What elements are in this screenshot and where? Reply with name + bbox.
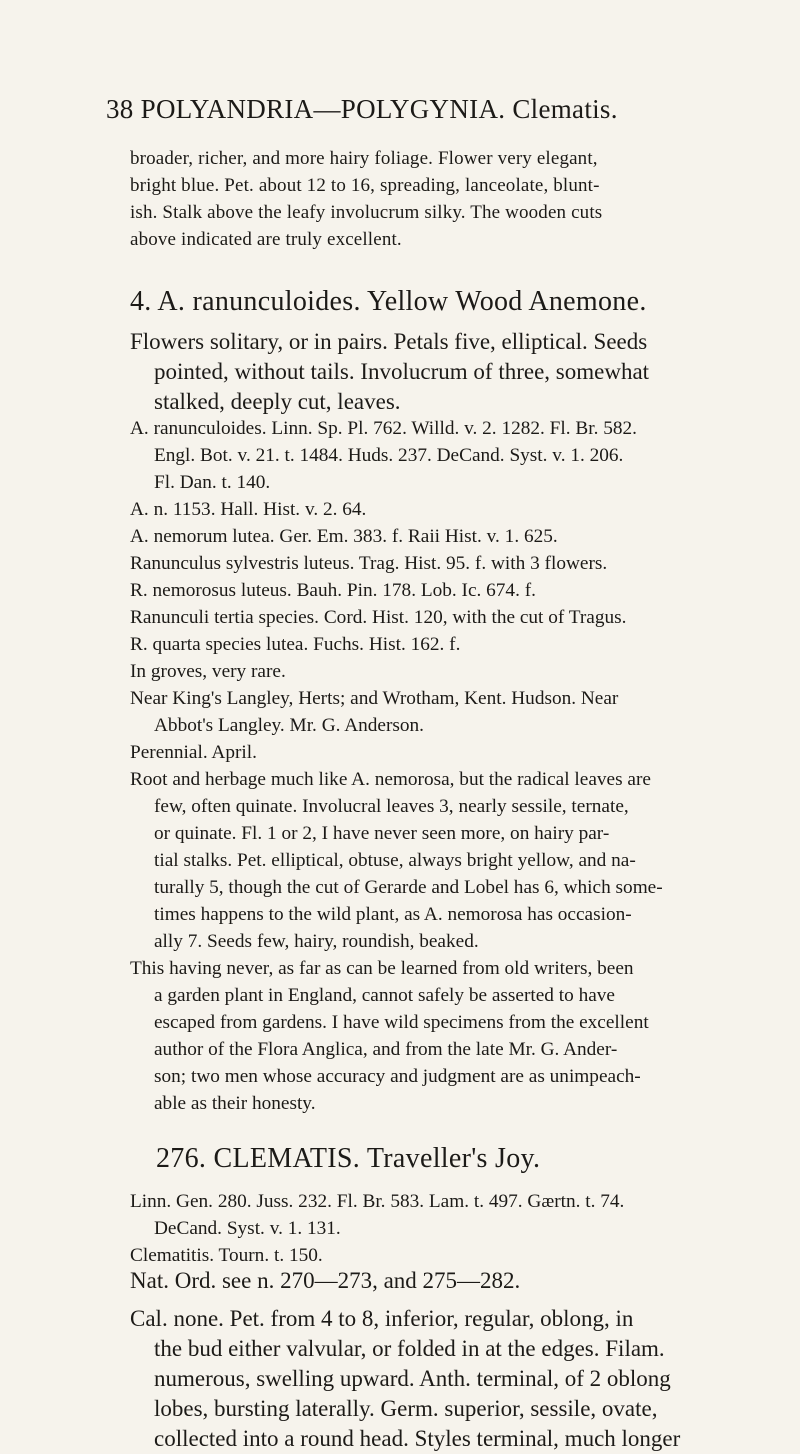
text-line: turally 5, though the cut of Gerarde and Lobel has 6, which some- (154, 877, 663, 898)
reference-line: DeCand. Syst. v. 1. 131. (154, 1218, 341, 1239)
text-line: Near King's Langley, Herts; and Wrotham, Kent. Hudson. Near (130, 688, 619, 709)
running-header: 38 POLYANDRIA—POLYGYNIA. Clematis. (106, 94, 618, 124)
synonym-line: Fl. Dan. t. 140. (154, 472, 271, 493)
genus-references (130, 1188, 770, 1269)
intro-paragraph (130, 145, 770, 253)
text-line: stalked, deeply cut, leaves. (154, 389, 401, 414)
synonymy (130, 415, 770, 658)
text-line: lobes, bursting laterally. Germ. superior, sessile, ovate, (154, 1396, 658, 1421)
text-line: Abbot's Langley. Mr. G. Anderson. (154, 715, 424, 736)
synonym-line: A. nemorum lutea. Ger. Em. 383. f. Raii Hist. v. 1. 625. (130, 526, 558, 547)
synonym-line: R. nemorosus luteus. Bauh. Pin. 178. Lob. Ic. 674. f. (130, 580, 536, 601)
species-heading: 4. A. ranunculoides. Yellow Wood Anemone. (130, 286, 647, 317)
genus-characters (130, 1304, 770, 1424)
synonym-line: Ranunculus sylvestris luteus. Trag. Hist. 95. f. with 3 flowers. (130, 553, 608, 574)
text-line: the bud either valvular, or folded in at the edges. Filam. (154, 1336, 665, 1361)
text-line: collected into a round head. Styles terminal, much longer (154, 1426, 681, 1451)
text-line: a garden plant in England, cannot safely be asserted to have (154, 985, 615, 1006)
text-line: author of the Flora Anglica, and from the late Mr. G. Ander- (154, 1039, 618, 1060)
text-line: Perennial. April. (130, 742, 257, 763)
text-line: broader, richer, and more hairy foliage. Flower very elegant, (130, 148, 598, 169)
text-line: bright blue. Pet. about 12 to 16, spreading, lanceolate, blunt- (130, 175, 600, 196)
synonym-line: A. ranunculoides. Linn. Sp. Pl. 762. Willd. v. 2. 1282. Fl. Br. 582. (130, 418, 637, 439)
text-line: Cal. none. Pet. from 4 to 8, inferior, regular, oblong, in (130, 1306, 634, 1331)
habitat (130, 658, 770, 766)
text-line: few, often quinate. Involucral leaves 3, nearly sessile, ternate, (154, 796, 629, 817)
text-line: escaped from gardens. I have wild specimens from the excellent (154, 1012, 649, 1033)
species-diagnosis (130, 327, 770, 417)
synonym-line: R. quarta species lutea. Fuchs. Hist. 162. f. (130, 634, 461, 655)
text-line: ish. Stalk above the leafy involucrum silky. The wooden cuts (130, 202, 603, 223)
remarks (130, 955, 770, 1117)
reference-line: Linn. Gen. 280. Juss. 232. Fl. Br. 583. Lam. t. 497. Gærtn. t. 74. (130, 1191, 625, 1212)
genus-characters-last (130, 1424, 770, 1454)
text-line: tial stalks. Pet. elliptical, obtuse, always bright yellow, and na- (154, 850, 636, 871)
text-line: numerous, swelling upward. Anth. terminal, of 2 oblong (154, 1366, 671, 1391)
text-line: In groves, very rare. (130, 661, 286, 682)
text-line: pointed, without tails. Involucrum of three, somewhat (154, 359, 650, 384)
text-line: Flowers solitary, or in pairs. Petals five, elliptical. Seeds (130, 329, 648, 354)
description (130, 766, 770, 955)
text-line: times happens to the wild plant, as A. nemorosa has occasion- (154, 904, 632, 925)
synonym-line: Engl. Bot. v. 21. t. 1484. Huds. 237. DeCand. Syst. v. 1. 206. (154, 445, 624, 466)
genus-heading: 276. CLEMATIS. Traveller's Joy. (156, 1143, 541, 1174)
reference-line: Clematitis. Tourn. t. 150. (130, 1245, 323, 1266)
natural-order: Nat. Ord. see n. 270—273, and 275—282. (130, 1268, 521, 1293)
text-line: able as their honesty. (154, 1093, 316, 1114)
text-line: This having never, as far as can be learned from old writers, been (130, 958, 634, 979)
synonym-line: A. n. 1153. Hall. Hist. v. 2. 64. (130, 499, 367, 520)
text-line: ally 7. Seeds few, hairy, roundish, beaked. (154, 931, 479, 952)
text-line: above indicated are truly excellent. (130, 229, 402, 250)
text-line: Root and herbage much like A. nemorosa, but the radical leaves are (130, 769, 651, 790)
text-line: or quinate. Fl. 1 or 2, I have never seen more, on hairy par- (154, 823, 610, 844)
synonym-line: Ranunculi tertia species. Cord. Hist. 120, with the cut of Tragus. (130, 607, 627, 628)
text-line: son; two men whose accuracy and judgment are as unimpeach- (154, 1066, 641, 1087)
